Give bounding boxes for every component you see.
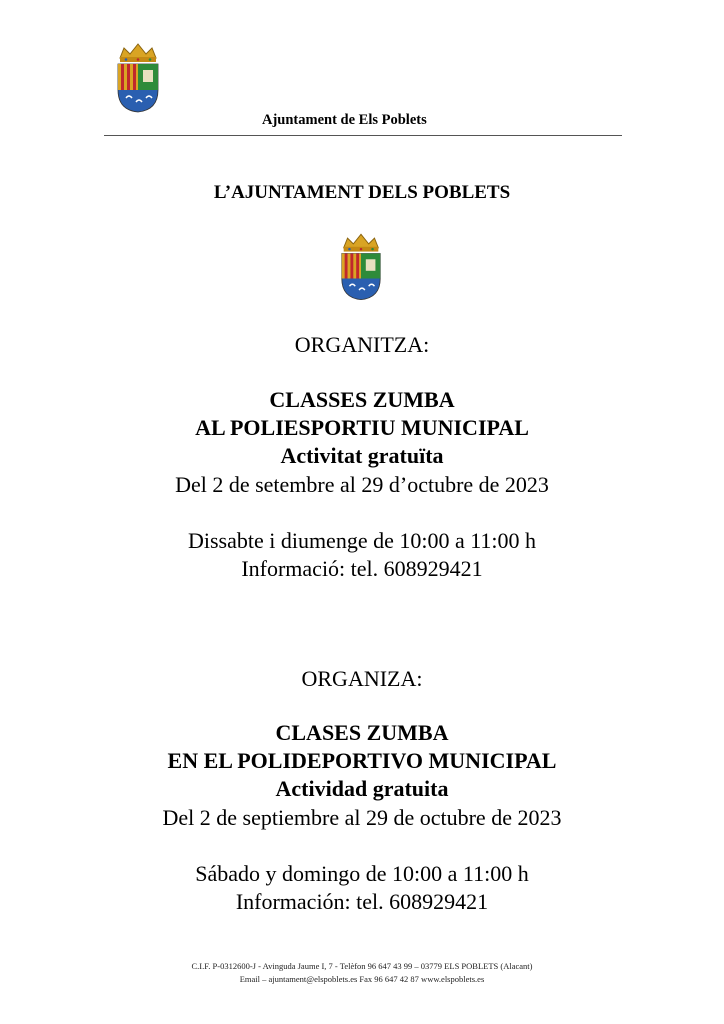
valencian-info-phone: Informació: tel. 608929421 — [241, 556, 483, 581]
letterhead-org-name: Ajuntament de Els Poblets — [262, 112, 427, 128]
municipal-crest-icon — [112, 40, 164, 114]
municipal-crest-icon — [336, 230, 386, 302]
valencian-organizes: ORGANITZA: — [294, 332, 430, 357]
spanish-dates: Del 2 de septiembre al 29 de octubre de 2023 — [162, 805, 562, 830]
document-title: L’AJUNTAMENT DELS POBLETS — [213, 182, 511, 203]
valencian-venue: AL POLIESPORTIU MUNICIPAL — [195, 415, 529, 440]
spanish-free-activity: Actividad gratuita — [275, 776, 449, 801]
spanish-info-phone: Información: tel. 608929421 — [235, 889, 489, 914]
valencian-schedule: Dissabte i diumenge de 10:00 a 11:00 h — [187, 528, 537, 553]
spanish-class-name: CLASES ZUMBA — [275, 720, 449, 745]
spanish-venue: EN EL POLIDEPORTIVO MUNICIPAL — [167, 748, 557, 773]
footer-contact — [0, 960, 724, 986]
header-divider — [104, 135, 622, 136]
valencian-free-activity: Activitat gratuïta — [280, 443, 444, 468]
valencian-dates: Del 2 de setembre al 29 d’octubre de 2023 — [175, 472, 549, 497]
footer-address-line: C.I.F. P-0312600-J - Avinguda Jaume I, 7 - Telèfon 96 647 43 99 – 03779 ELS POBLETS (Alacant) — [191, 961, 533, 971]
footer-email-fax-web: Email – ajuntament@elspoblets.es Fax 96 647 42 87 www.elspoblets.es — [239, 974, 485, 984]
valencian-class-name: CLASSES ZUMBA — [269, 387, 455, 412]
spanish-organizes: ORGANIZA: — [301, 666, 423, 691]
spanish-schedule: Sábado y domingo de 10:00 a 11:00 h — [195, 861, 529, 886]
